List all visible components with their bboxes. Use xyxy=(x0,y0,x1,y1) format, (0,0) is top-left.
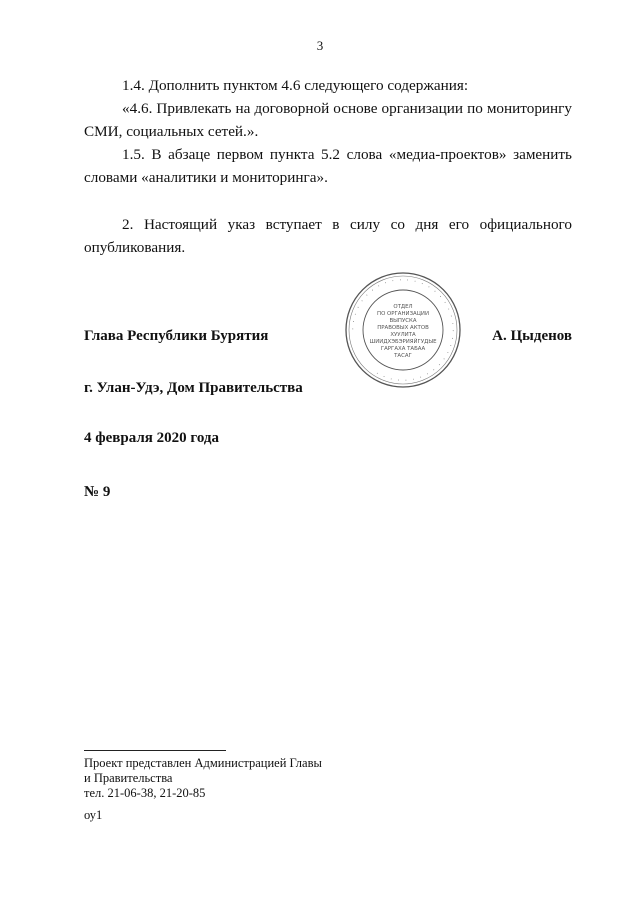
svg-text:ПРАВОВЫХ АКТОВ: ПРАВОВЫХ АКТОВ xyxy=(377,325,429,331)
paragraph-gap xyxy=(84,189,572,213)
footnote-divider xyxy=(84,750,226,751)
footnote xyxy=(84,756,322,801)
svg-text:ПО ОРГАНИЗАЦИИ: ПО ОРГАНИЗАЦИИ xyxy=(377,311,429,317)
decree-number: № 9 xyxy=(84,484,111,500)
paragraph-4-6: «4.6. Привлекать на договорной основе организации по мониторингу СМИ, социальных сетей.». xyxy=(84,100,572,140)
signing-place: г. Улан-Удэ, Дом Правительства xyxy=(84,380,303,396)
footnote-line-1: Проект представлен Администрацией Главы xyxy=(84,756,322,770)
document-body xyxy=(84,74,572,259)
signing-date: 4 февраля 2020 года xyxy=(84,430,219,446)
paragraph-2: 2. Настоящий указ вступает в силу со дня его официального опубликования. xyxy=(84,216,572,256)
svg-text:ГАРГАХА ТАБАА: ГАРГАХА ТАБАА xyxy=(380,346,426,352)
svg-text:ТАСАГ: ТАСАГ xyxy=(394,353,412,359)
page-number: 3 xyxy=(316,38,324,53)
svg-text:ОТДЕЛ: ОТДЕЛ xyxy=(393,304,413,310)
svg-text:ШИИДХЭБЭРИЯЙГУДЫЕ: ШИИДХЭБЭРИЯЙГУДЫЕ xyxy=(369,339,437,345)
footnote-phone: тел. 21-06-38, 21-20-85 xyxy=(84,786,206,800)
svg-text:ВЫПУСКА: ВЫПУСКА xyxy=(389,318,417,324)
footnote-line-2: и Правительства xyxy=(84,771,173,785)
paragraph-1-4: 1.4. Дополнить пунктом 4.6 следующего содержания: xyxy=(122,77,469,94)
paragraph-1-5: 1.5. В абзаце первом пункта 5.2 слова «медиа-проектов» заменить словами «аналитики и мониторинга». xyxy=(84,146,572,186)
document-code: оу1 xyxy=(84,808,103,822)
official-seal-stamp xyxy=(343,270,463,390)
svg-text:· · · · · · · · · · · · · · ·: · · · · · · · · · · · · · · · · · · · · · · · · · · · · · · · · · · · · xyxy=(348,275,458,385)
svg-text:ХУУЛИТА: ХУУЛИТА xyxy=(390,332,416,338)
signatory-position: Глава Республики Бурятия xyxy=(84,328,269,344)
signatory-name: А. Цыденов xyxy=(492,328,572,344)
